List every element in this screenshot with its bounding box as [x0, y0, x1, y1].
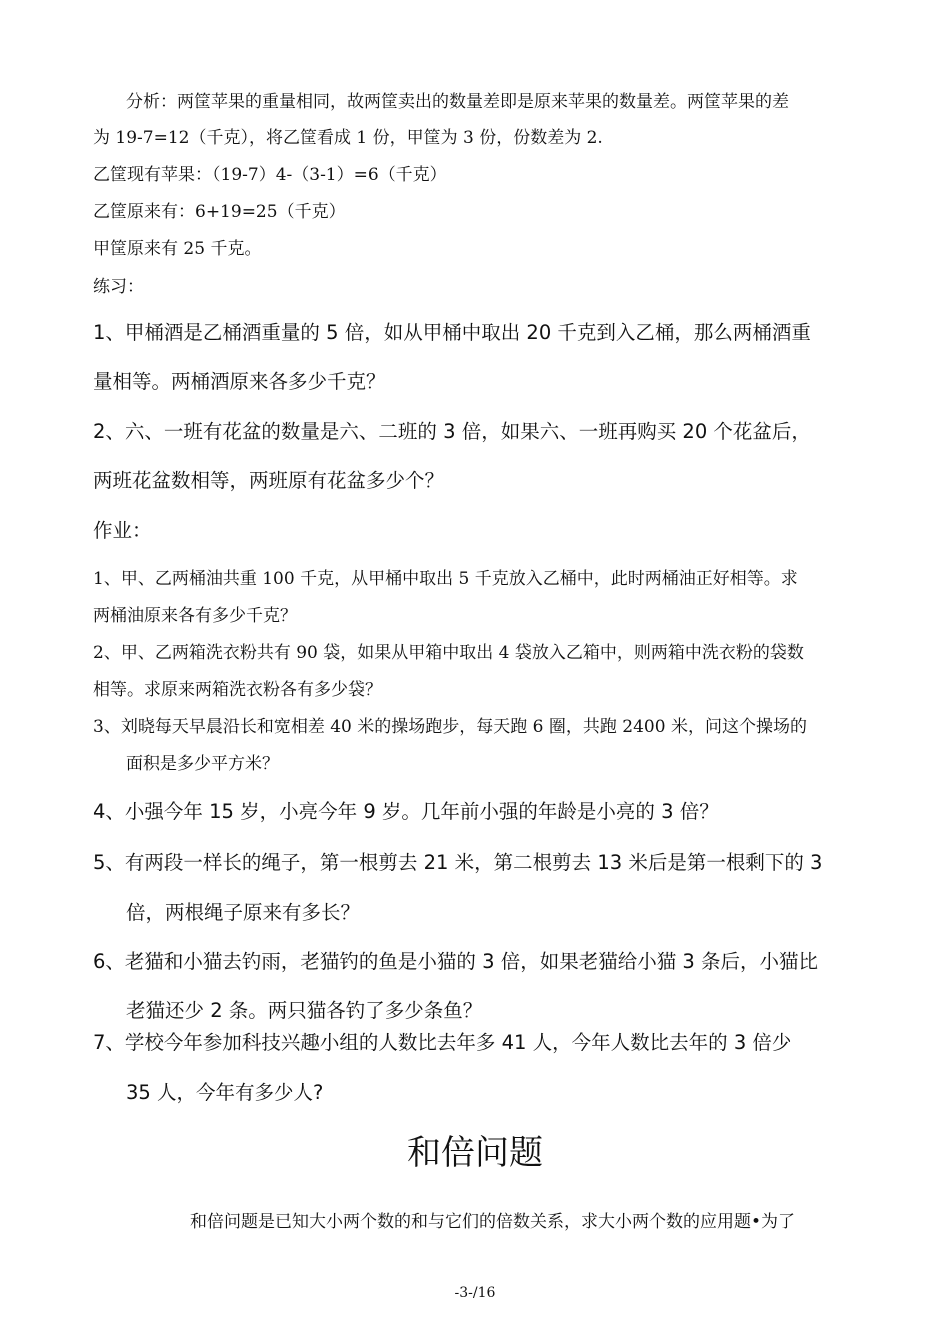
homework-item-3-line-1: 3、刘晓每天早晨沿长和宽相差 40 米的操场跑步，每天跑 6 圈，共跑 2400 米，问这个操场的	[93, 717, 807, 737]
homework-item-5-line-1: 5、有两段一样长的绳子，第一根剪去 21 米，第二根剪去 13 米后是第一根剩下的 3	[93, 851, 823, 874]
analysis-line-5: 甲筐原来有 25 千克。	[93, 239, 262, 259]
homework-item-7-line-1: 7、学校今年参加科技兴趣小组的人数比去年多 41 人，今年人数比去年的 3 倍少	[93, 1031, 792, 1054]
analysis-line-4: 乙筐原来有：6+19=25（千克）	[93, 202, 346, 222]
page-number: -3-/16	[454, 1285, 496, 1301]
homework-item-1-line-1: 1、甲、乙两桶油共重 100 千克，从甲桶中取出 5 千克放入乙桶中，此时两桶油正好相等。求	[93, 569, 798, 589]
practice-heading: 练习：	[93, 277, 144, 297]
homework-item-1-line-2: 两桶油原来各有多少千克？	[93, 606, 297, 626]
analysis-line-3: 乙筐现有苹果：（19-7）4-（3-1）=6（千克）	[93, 165, 447, 185]
homework-heading: 作业：	[93, 519, 152, 542]
homework-item-2-line-2: 相等。求原来两箱洗衣粉各有多少袋？	[93, 680, 382, 700]
homework-item-6-line-1: 6、老猫和小猫去钓雨，老猫钓的鱼是小猫的 3 倍，如果老猫给小猫 3 条后，小猫比	[93, 950, 819, 973]
homework-item-5-line-2: 倍，两根绳子原来有多长？	[126, 901, 361, 924]
section-intro: 和倍问题是已知大小两个数的和与它们的倍数关系，求大小两个数的应用题•为了	[190, 1212, 796, 1232]
homework-item-4-line-1: 4、小强今年 15 岁，小亮今年 9 岁。几年前小强的年龄是小亮的 3 倍？	[93, 800, 719, 823]
practice-item-2-line-2: 两班花盆数相等，两班原有花盆多少个？	[93, 469, 445, 492]
analysis-line-1: 分析：两筐苹果的重量相同，故两筐卖出的数量差即是原来苹果的数量差。两筐苹果的差	[126, 92, 789, 112]
practice-item-2-line-1: 2、六、一班有花盆的数量是六、二班的 3 倍，如果六、一班再购买 20 个花盆后，	[93, 420, 811, 443]
homework-item-2-line-1: 2、甲、乙两箱洗衣粉共有 90 袋，如果从甲箱中取出 4 袋放入乙箱中，则两箱中洗衣粉的袋数	[93, 643, 804, 663]
homework-item-6-line-2: 老猫还少 2 条。两只猫各钓了多少条鱼？	[126, 999, 483, 1022]
section-title: 和倍问题	[407, 1133, 543, 1173]
homework-item-7-line-2: 35 人，今年有多少人?	[126, 1081, 324, 1104]
analysis-line-2: 为 19-7=12（千克），将乙筐看成 1 份，甲筐为 3 份，份数差为 2.	[93, 128, 603, 148]
practice-item-1-line-2: 量相等。两桶酒原来各多少千克？	[93, 370, 386, 393]
practice-item-1-line-1: 1、甲桶酒是乙桶酒重量的 5 倍，如从甲桶中取出 20 千克到入乙桶，那么两桶酒重	[93, 321, 811, 344]
homework-item-3-line-2: 面积是多少平方米？	[126, 754, 279, 774]
